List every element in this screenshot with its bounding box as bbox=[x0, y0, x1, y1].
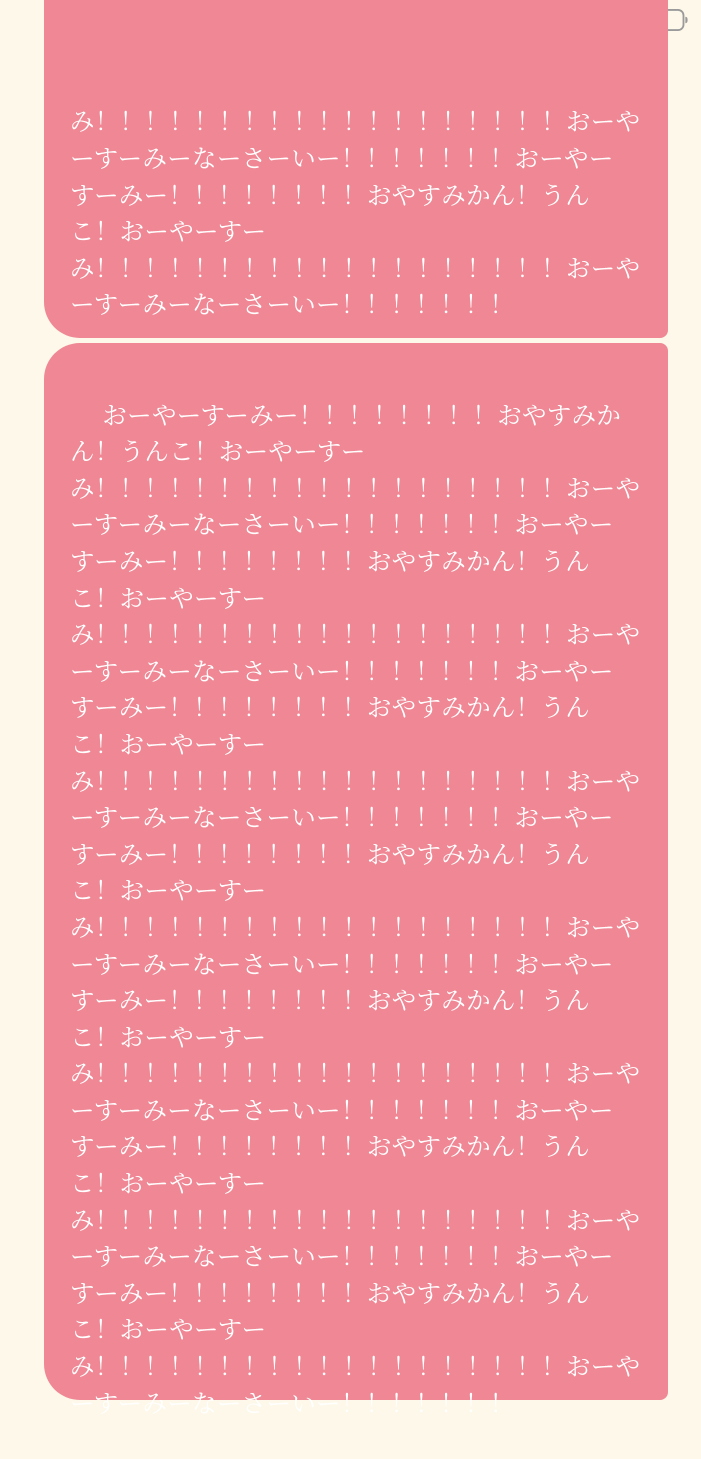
message-bubble[interactable] bbox=[44, 0, 668, 338]
message-text: み！！！！！！！！！！！！！！！！！！！おーや ーすーみーなーさーいー！！！！！！！おーやー すーみー！！！！！！！！おやすみかん！うん こ！おーやーすー み！！！！！！！！！！！！！！！！！！！おーや ーすーみーなーさーいー！！！！！！！ bbox=[70, 107, 641, 320]
message-bubble[interactable] bbox=[44, 343, 668, 1418]
message-list[interactable] bbox=[0, 107, 701, 1438]
message-text: おーやーすーみー！！！！！！！！おやすみか ん！うんこ！おーやーすー み！！！！！！！！！！！！！！！！！！！おーや ーすーみーなーさーいー！！！！！！！おーやー すーみー！！！！！！！！おやすみかん！うん こ！おーやーすー み！！！！！！！！！！！！！！！！！！！おーや ーすーみーなーさーいー！！！！！！！おーやー すーみー！！！！！！！！おやすみかん！うん こ！おーやーすー み！！！！！！！！！！！！！！！！！！！おーや ーすーみーなーさーいー！！！！！！！おーやー すーみー！！！！！！！！おやすみかん！うん こ！おーやーすー み！！！！！！！！！！！！！！！！！！！おーや ーすーみーなーさーいー！！！！！！！おーやー すーみー！！！！！！！！おやすみかん！うん こ！おーやーすー み！！！！！！！！！！！！！！！！！！！おーや ーすーみーなーさーいー！！！！！！！おーやー すーみー！！！！！！！！おやすみかん！うん こ！おーやーすー み！！！！！！！！！！！！！！！！！！！おーや ーすーみーなーさーいー！！！！！！！おーやー すーみー！！！！！！！！おやすみかん！うん こ！おーやーすー み！！！！！！！！！！！！！！！！！！！おーや ーすーみーなーさーいー！！！！！！！ bbox=[70, 400, 641, 1418]
